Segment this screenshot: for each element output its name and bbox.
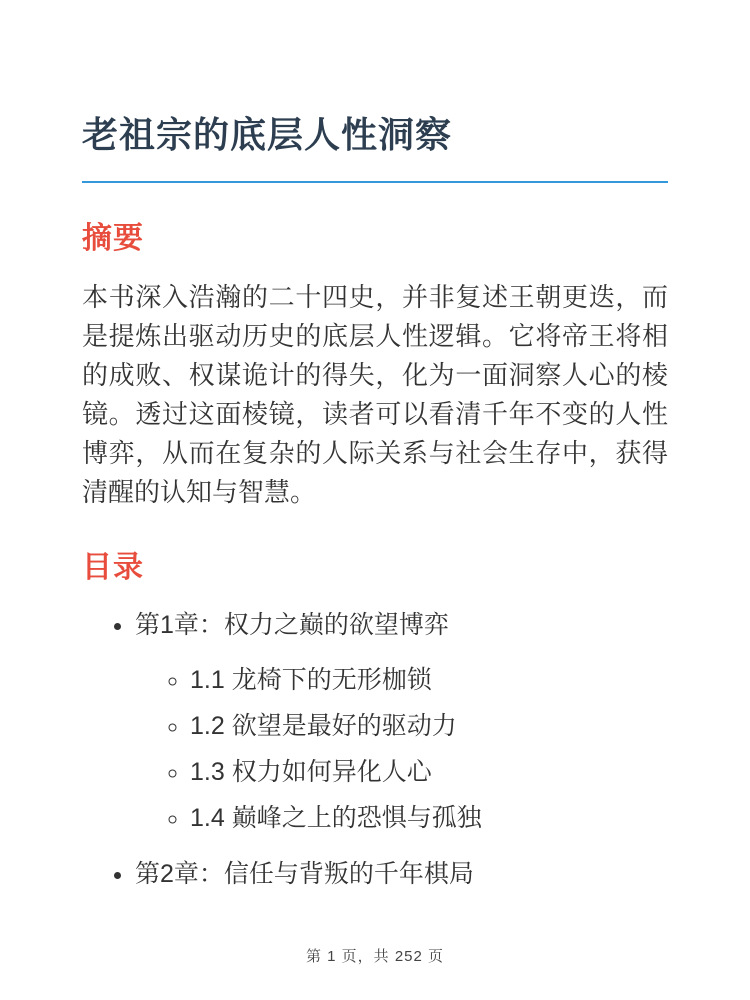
toc-chapter-2-label: 第2章：信任与背叛的千年棋局 <box>135 859 474 888</box>
toc-chapter-1-label: 第1章：权力之巅的欲望博弈 <box>135 610 449 639</box>
toc-section-item <box>190 802 668 834</box>
toc-section-item <box>190 710 668 742</box>
abstract-heading: 摘要 <box>82 221 144 255</box>
page-title: 老祖宗的底层人性洞察 <box>82 0 668 183</box>
toc-section-1-2-label: 1.2 欲望是最好的驱动力 <box>190 711 457 740</box>
toc-section-1-1-label: 1.1 龙椅下的无形枷锁 <box>190 665 432 694</box>
abstract-paragraph: 本书深入浩瀚的二十四史，并非复述王朝更迭，而是提炼出驱动历史的底层人性逻辑。它将帝王将相的成败、权谋诡计的得失，化为一面洞察人心的棱镜。透过这面棱镜，读者可以看清千年不变的人性博弈，从而在复杂的人际关系与社会生存中，获得清醒的认知与智慧。 <box>82 281 668 507</box>
toc-chapter-2 <box>135 858 668 890</box>
page-number-footer: 第 1 页，共 252 页 <box>305 948 445 965</box>
toc-heading: 目录 <box>82 550 144 584</box>
toc-chapter-1-sections <box>135 664 668 834</box>
toc-section-item <box>190 664 668 696</box>
toc-list <box>82 609 668 890</box>
toc-section-1-4-label: 1.4 巅峰之上的恐惧与孤独 <box>190 803 482 832</box>
toc-chapter-1 <box>135 609 668 834</box>
toc-section-item <box>190 756 668 788</box>
toc-section-1-3-label: 1.3 权力如何异化人心 <box>190 757 432 786</box>
